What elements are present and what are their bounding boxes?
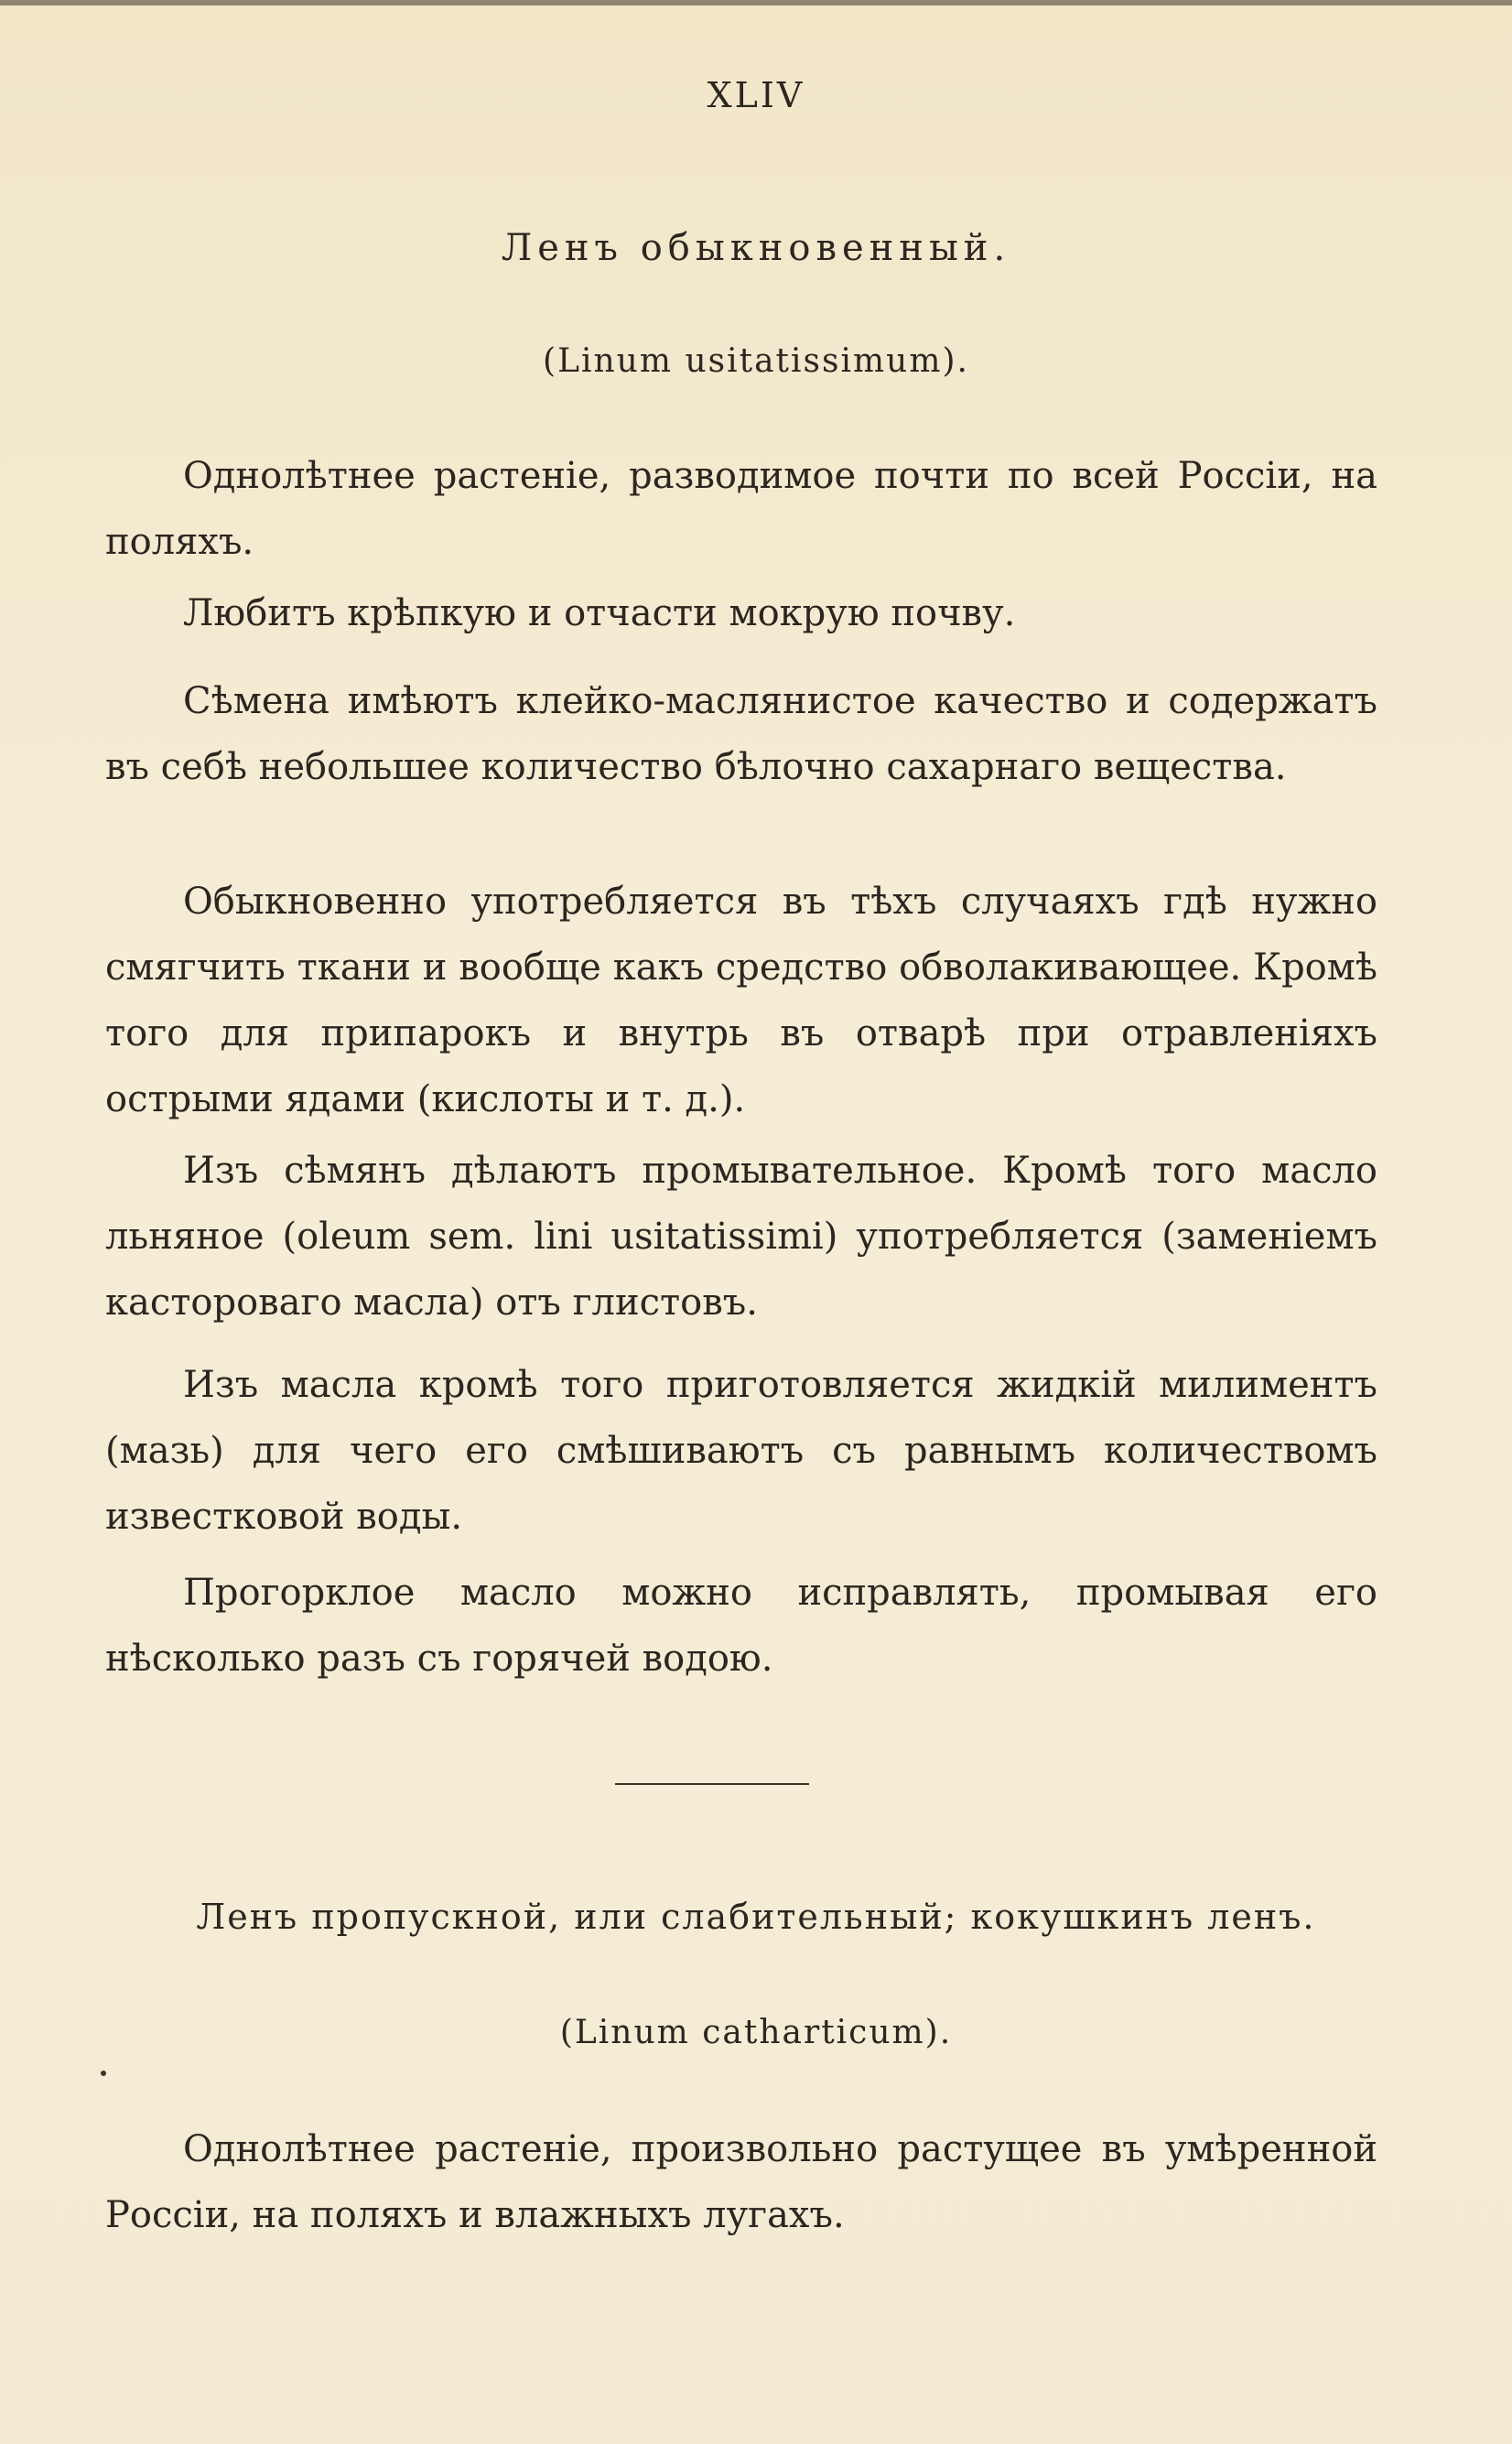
section-divider	[615, 1783, 809, 1785]
page-top-edge	[0, 0, 1512, 5]
paragraph: Изъ сѣмянъ дѣлаютъ промывательное. Кромѣ того масло льняное (oleum sem. lini usitatissimi) употребляется (заменіемъ кастороваго масла) отъ глистовъ.	[105, 1150, 1377, 1324]
page-number: XLIV	[707, 75, 805, 115]
paragraph: Прогорклое масло можно исправлять, промывая его нѣсколько разъ съ горячей водою.	[105, 1572, 1377, 1680]
paragraph: Однолѣтнее растеніе, разводимое почти по всей Россіи, на поляхъ.	[105, 455, 1377, 563]
paragraph: Любитъ крѣпкую и отчасти мокрую почву.	[183, 592, 1016, 634]
latin-name-common-flax: (Linum usitatissimum).	[543, 342, 969, 380]
section-title-common-flax: Ленъ обыкновенный.	[501, 227, 1011, 269]
paragraph: Однолѣтнее растеніе, произвольно растущее въ умѣренной Россіи, на поляхъ и влажныхъ лугахъ.	[105, 2128, 1377, 2236]
paragraph: Изъ масла кромѣ того приготовляется жидкій милиментъ (мазь) для чего его смѣшиваютъ съ равнымъ количествомъ известковой воды.	[105, 1364, 1377, 1538]
latin-name-purging-flax: (Linum catharticum).	[559, 2014, 953, 2051]
paragraph: Сѣмена имѣютъ клейко-маслянистое качество и содержатъ въ себѣ небольшее количество бѣлочно сахарнаго вещества.	[105, 680, 1377, 788]
section-title-purging-flax: Ленъ пропускной, или слабительный; кокушкинъ ленъ.	[196, 1897, 1316, 1937]
ink-speck	[101, 2071, 106, 2076]
paragraph: Обыкновенно употребляется въ тѣхъ случаяхъ гдѣ нужно смягчить ткани и вообще какъ средство обволакивающее. Кромѣ того для припарокъ и внутрь въ отварѣ при отравленіяхъ острыми ядами (кислоты и т. д.).	[105, 881, 1377, 1120]
